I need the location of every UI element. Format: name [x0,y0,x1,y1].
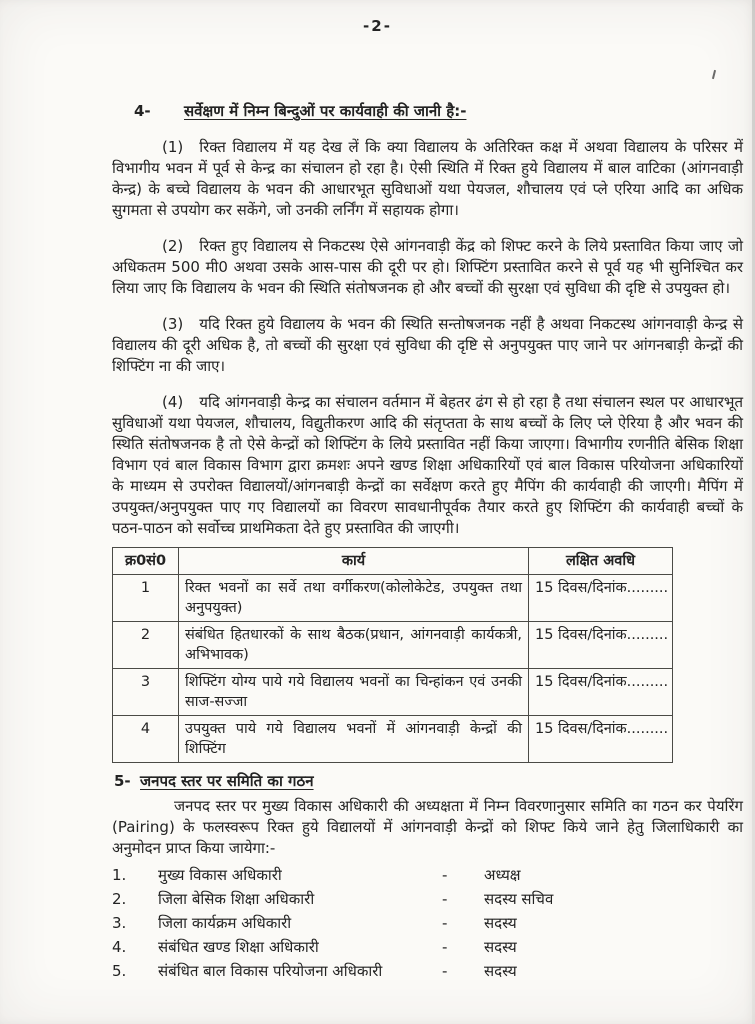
header-target-period: लक्षित अवधि [529,548,673,575]
member-3-number: 3. [112,914,127,932]
row-1-period: 15 दिवस/दिनांक......... [529,575,673,622]
member-4-separator: - [442,938,448,956]
row-4-period: 15 दिवस/दिनांक......... [529,716,673,763]
member-4-role: सदस्य [484,938,517,956]
table-row [113,575,673,622]
paragraph-1-marker: (1) [162,138,184,156]
row-2-task: संबंधित हितधारकों के साथ बैठक(प्रधान, आंगनवाड़ी कार्यकत्री, अभिभावक) [179,622,529,669]
header-task: कार्य [179,548,529,575]
paragraph-3-marker: (3) [162,315,184,333]
member-5-name: संबंधित बाल विकास परियोजना अधिकारी [158,962,383,980]
section-4-heading: सर्वेक्षण में निम्न बिन्दुओं पर कार्यवाही की जानी है:- [184,102,467,120]
member-2-role: सदस्य सचिव [484,890,554,908]
section-5-number: 5- [114,772,131,790]
task-timeline-table [112,547,673,763]
section-4-number: 4- [134,102,151,120]
table-row [113,716,673,763]
member-5-role: सदस्य [484,962,517,980]
section-5-intro: जनपद स्तर पर मुख्य विकास अधिकारी की अध्यक्षता में निम्न विवरणानुसार समिति का गठन कर पेयरिंग (Pairing) के फलस्वरूप रिक्त हुये विद्यालयों में आंगनवाड़ी केन्द्रों को शिफ्ट किये जाने हेतु जिलाधिकारी का अनुमोदन प्राप्त किया जायेगा:- [112,797,743,857]
member-1-separator: - [442,866,448,884]
member-1-number: 1. [112,866,127,884]
row-2-serial: 2 [113,622,179,669]
row-1-serial: 1 [113,575,179,622]
paragraph-4-text: यदि आंगनवाड़ी केन्द्र का संचालन वर्तमान में बेहतर ढंग से हो रहा है तथा संचालन स्थल पर आधारभूत सुविधाओं यथा पेयजल, शौचालय, विद्युतीकरण आदि की संतृप्तता के साथ बच्चों के लिए प्ले ऐरिया है और भवन की स्थिति संतोषजनक है तो ऐसे केन्द्रों को शिफ्टिंग के लिये प्रस्तावित नहीं किया जाएगा। विभागीय रणनीति बेसिक शिक्षा विभाग एवं बाल विकास विभाग द्वारा क्रमशः अपने खण्ड शिक्षा अधिकारियों एवं बाल विकास परियोजना अधिकारियों के माध्यम से उपरोक्त विद्यालयों/आंगनबाड़ी केन्द्रों का सर्वेक्षण करते हुए मैपिंग की कार्यवाही की जाएगी। मैपिंग में उपयुक्त/अनुपयुक्त पाए गए विद्यालयों का विवरण सावधानीपूर्वक तैयार करते हुए शिफ्टिंग की कार्यवाही बच्चों के पठन-पाठन को सर्वोच्च प्राथमिकता देते हुए प्रस्तावित की जाएगी। [112,393,743,537]
paragraph-2-marker: (2) [162,237,184,255]
member-5-separator: - [442,962,448,980]
row-3-period: 15 दिवस/दिनांक......... [529,669,673,716]
paragraph-4-marker: (4) [162,393,184,411]
list-item [112,865,743,886]
member-3-separator: - [442,914,448,932]
table-header-row [113,548,673,575]
header-serial-number: क्र0सं0 [113,548,179,575]
paragraph-2-text: रिक्त हुए विद्यालय से निकटस्थ ऐसे आंगनवाड़ी केंद्र को शिफ्ट करने के लिये प्रस्तावित किया जाए जो अधिकतम 500 मी0 अथवा उसके आस-पास की दूरी पर हो। शिफ्टिंग प्रस्तावित करने से पूर्व यह भी सुनिश्चित कर लिया जाए कि विद्यालय के भवन की स्थिति संतोषजनक हो और बच्चों की सुरक्षा एवं सुविधा की दृष्टि से उपयुक्त हो। [112,237,743,297]
list-item [112,961,743,982]
list-item [112,937,743,958]
row-4-task: उपयुक्त पाये गये विद्यालय भवनों में आंगनवाड़ी केन्द्रों की शिफ्टिंग [179,716,529,763]
member-3-name: जिला कार्यक्रम अधिकारी [158,914,292,932]
list-item [112,913,743,934]
row-3-task: शिफ्टिंग योग्य पाये गये विद्यालय भवनों का चिन्हांकन एवं उनकी साज-सज्जा [179,669,529,716]
table-row [113,622,673,669]
paragraph-1 [112,137,743,221]
paragraph-1-text: रिक्त विद्यालय में यह देख लें कि क्या विद्यालय के अतिरिक्त कक्ष में अथवा विद्यालय के परिसर में विभागीय भवन में पूर्व से केन्द्र का संचालन हो रहा है। ऐसी स्थिति में रिक्त हुये विद्यालय में बाल वाटिका (आंगनवाड़ी केन्द्र) के बच्चे विद्यालय के भवन की आधारभूत सुविधाओं यथा पेयजल, शौचालय एवं प्ले एरिया आदि का अधिक सुगमता से उपयोग कर सकेंगे, जो उनकी लर्निंग में सहायक होगा। [112,138,743,219]
list-item [112,889,743,910]
committee-member-list [112,865,743,982]
row-1-task: रिक्त भवनों का सर्वे तथा वर्गीकरण(कोलोकेटेड, उपयुक्त तथा अनुपयुक्त) [179,575,529,622]
member-2-name: जिला बेसिक शिक्षा अधिकारी [158,890,315,908]
member-2-separator: - [442,890,448,908]
paragraph-3-text: यदि रिक्त हुये विद्यालय के भवन की स्थिति सन्तोषजनक नहीं है अथवा निकटस्थ आंगनवाड़ी केन्द्र से विद्यालय की दूरी अधिक है, तो बच्चों की सुरक्षा एवं सुविधा की दृष्टि से अनुपयुक्त पाए जाने पर आंगनबाड़ी केन्द्रों की शिफ्टिंग ना की जाए। [112,315,743,375]
row-4-serial: 4 [113,716,179,763]
member-1-name: मुख्य विकास अधिकारी [158,866,282,884]
section-4-heading-row [112,101,743,122]
page-number: -2- [363,17,392,35]
row-2-period: 15 दिवस/दिनांक......... [529,622,673,669]
member-3-role: सदस्य [484,914,517,932]
member-2-number: 2. [112,890,127,908]
member-5-number: 5. [112,962,127,980]
member-4-number: 4. [112,938,127,956]
scan-speck-artifact [712,70,716,79]
row-3-serial: 3 [113,669,179,716]
member-1-role: अध्यक्ष [484,866,521,884]
paragraph-3 [112,314,743,377]
paragraph-4 [112,392,743,539]
table-row [113,669,673,716]
paragraph-2 [112,236,743,299]
member-4-name: संबंधित खण्ड शिक्षा अधिकारी [158,938,319,956]
section-5-heading-row [112,771,743,792]
section-5-heading: जनपद स्तर पर समिति का गठन [140,772,314,790]
